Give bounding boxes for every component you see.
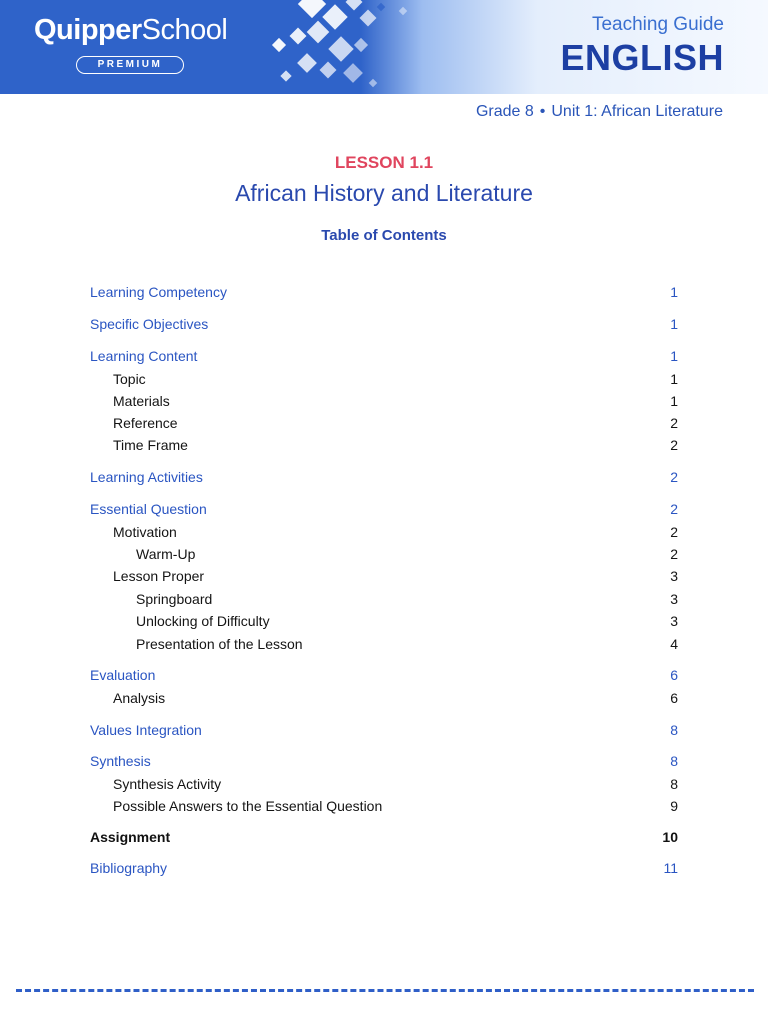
grade-label: Grade 8 bbox=[475, 103, 534, 120]
toc-entry-springboard[interactable] bbox=[90, 589, 678, 609]
toc-entry-topic[interactable] bbox=[90, 369, 678, 389]
toc-entry-synthesis[interactable] bbox=[90, 751, 678, 771]
toc-entry-assignment[interactable] bbox=[90, 827, 678, 847]
subject-title: ENGLISH bbox=[560, 37, 724, 78]
teaching-guide-label: Teaching Guide bbox=[591, 14, 724, 35]
toc-entry-page: 8 bbox=[670, 722, 678, 738]
lesson-number: LESSON 1.1 bbox=[334, 153, 434, 172]
toc-entry-label: Synthesis bbox=[90, 753, 151, 769]
toc-entry-lesson-proper[interactable] bbox=[90, 566, 678, 586]
toc-entry-possible-answers[interactable] bbox=[90, 796, 678, 816]
toc-entry-label: Learning Activities bbox=[90, 469, 203, 485]
separator-dot: • bbox=[539, 103, 546, 120]
toc-entry-learning-activities[interactable] bbox=[90, 467, 678, 487]
toc-entry-label: Bibliography bbox=[90, 860, 168, 876]
toc-entry-label: Time Frame bbox=[113, 437, 188, 453]
toc-entry-page: 2 bbox=[670, 501, 678, 517]
toc-entry-label: Unlocking of Difficulty bbox=[136, 613, 270, 629]
toc-entry-page: 2 bbox=[670, 415, 678, 431]
toc-entry-page: 6 bbox=[670, 690, 678, 706]
toc-entry-materials[interactable] bbox=[90, 391, 678, 411]
toc-entry-label: Reference bbox=[113, 415, 178, 431]
toc-entry-page: 3 bbox=[670, 568, 678, 584]
toc-entry-page: 3 bbox=[670, 613, 678, 629]
toc-entry-page: 10 bbox=[662, 829, 678, 845]
toc-entry-reference[interactable] bbox=[90, 413, 678, 433]
toc-entry-label: Assignment bbox=[90, 829, 171, 845]
toc-entry-label: Springboard bbox=[136, 591, 213, 607]
toc-entry-page: 2 bbox=[670, 437, 678, 453]
toc-entry-page: 2 bbox=[670, 524, 678, 540]
premium-badge: PREMIUM bbox=[76, 56, 184, 74]
toc-entry-time-frame[interactable] bbox=[90, 435, 678, 455]
toc-entry-evaluation[interactable] bbox=[90, 665, 678, 685]
toc-entry-page: 8 bbox=[670, 753, 678, 769]
toc-entry-label: Values Integration bbox=[90, 722, 202, 738]
toc-entry-page: 9 bbox=[670, 798, 678, 814]
toc-entry-label: Warm-Up bbox=[136, 546, 196, 562]
toc-entry-page: 2 bbox=[670, 546, 678, 562]
toc-entry-essential-question[interactable] bbox=[90, 499, 678, 519]
toc-entry-page: 11 bbox=[663, 860, 678, 876]
toc-entry-label: Topic bbox=[113, 371, 146, 387]
lesson-title: African History and Literature bbox=[235, 180, 533, 206]
toc-entry-label: Analysis bbox=[113, 690, 166, 706]
toc-entry-label: Presentation of the Lesson bbox=[136, 636, 303, 652]
toc-entry-label: Lesson Proper bbox=[113, 568, 205, 584]
toc-entry-label: Synthesis Activity bbox=[113, 776, 222, 792]
toc-entry-label: Evaluation bbox=[90, 667, 156, 683]
toc-entry-label: Materials bbox=[113, 393, 170, 409]
toc-entry-synthesis-activity[interactable] bbox=[90, 774, 678, 794]
toc-entry-motivation[interactable] bbox=[90, 522, 678, 542]
brand-name-bold: Quipper bbox=[34, 14, 142, 46]
toc-entry-values-integration[interactable] bbox=[90, 720, 678, 740]
unit-label: Unit 1: African Literature bbox=[551, 103, 723, 120]
toc-entry-label: Learning Competency bbox=[90, 284, 227, 300]
toc-entry-label: Essential Question bbox=[90, 501, 207, 517]
toc-entry-unlocking-of-difficulty[interactable] bbox=[90, 611, 678, 631]
toc-entry-label: Specific Objectives bbox=[90, 316, 209, 332]
toc-entry-page: 1 bbox=[670, 371, 678, 387]
toc-entry-page: 3 bbox=[670, 591, 678, 607]
toc-entry-bibliography[interactable] bbox=[90, 858, 678, 878]
toc-entry-page: 1 bbox=[670, 348, 678, 364]
toc-heading: Table of Contents bbox=[321, 227, 447, 244]
toc-entry-page: 2 bbox=[670, 469, 678, 485]
toc-entry-page: 8 bbox=[670, 776, 678, 792]
toc-entry-learning-content[interactable] bbox=[90, 346, 678, 366]
toc-entry-label: Learning Content bbox=[90, 348, 198, 364]
toc-entry-learning-competency[interactable] bbox=[90, 282, 678, 302]
toc-entry-page: 1 bbox=[670, 316, 678, 332]
brand-name-regular: School bbox=[141, 14, 228, 46]
toc-entry-page: 1 bbox=[670, 393, 678, 409]
table-of-contents bbox=[90, 0, 678, 1024]
toc-entry-specific-objectives[interactable] bbox=[90, 314, 678, 334]
toc-entry-label: Possible Answers to the Essential Question bbox=[113, 798, 383, 814]
toc-entry-analysis[interactable] bbox=[90, 688, 678, 708]
footer-dashed-divider bbox=[16, 989, 754, 992]
toc-entry-label: Motivation bbox=[113, 524, 177, 540]
toc-entry-page: 4 bbox=[670, 636, 678, 652]
toc-entry-page: 6 bbox=[670, 667, 678, 683]
toc-entry-page: 1 bbox=[670, 284, 678, 300]
toc-entry-presentation-of-the-lesson[interactable] bbox=[90, 634, 678, 654]
toc-entry-warm-up[interactable] bbox=[90, 544, 678, 564]
